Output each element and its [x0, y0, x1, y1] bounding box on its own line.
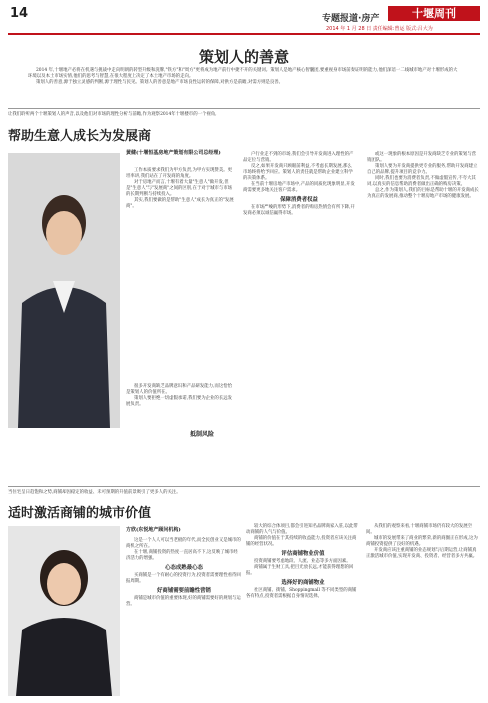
paragraph: 总之,作为策划人,我们的目标是帮助十堰的开发商成长为真正的发展商,推动整个十堰房地产市场的健康发展。 — [367, 188, 479, 199]
article1-caption: 抵制风险 — [190, 431, 215, 438]
paragraph: 工作本质要求我们为甲方负责,为甲方实现赞美。更坦率讲,我们站在了开发商的角度。 — [126, 168, 232, 179]
article1-author: 黄健(十堰恒基房地产策划有限公司总经理) — [126, 150, 221, 156]
article1-byline — [126, 150, 234, 157]
masthead-logo: 十堰周刊 — [388, 6, 480, 21]
article2-subheading: 心态成熟最心态 — [165, 565, 203, 571]
page-number: 14 — [10, 6, 29, 21]
section-label: 专题报道·房产 — [322, 14, 380, 24]
article2-column-1 — [126, 538, 242, 608]
paragraph: 开发商应该注重商铺的业态规划与后期运营,让商铺真正激活城市价值,实现开发商、投资者、经营者多方共赢。 — [366, 548, 478, 559]
paragraph: 商铺是城市价值的重要体现,好的商铺需要好的规划与运营。 — [126, 596, 241, 607]
paragraph: 城市的发展带来了商业的繁荣,新的商圈正在形成,这为商铺投资提供了良好的机遇。 — [366, 536, 478, 547]
paragraph: 商铺的价值在于其持续的收益能力,投资者应该关注商铺的经营状况。 — [246, 536, 357, 547]
paragraph: 买商铺是一个有耐心的投资行为,投资者需要理性看待回报周期。 — [126, 573, 241, 584]
paragraph: 投资商铺要考虑地段、人流、业态等多方面因素。 — [254, 559, 351, 564]
paragraph: 或这一现象的根本原因是开发商缺乏专业的策划与营销团队。 — [367, 152, 476, 163]
paragraph: 社区商铺、街铺、Shoppingmall 等不同类型的商铺各有特点,投资者需根据自身情况选择。 — [246, 588, 357, 599]
paragraph: 很多开发商缺乏品牌意识和产品研发能力,而这恰恰是策划人的价值所在。 — [126, 384, 232, 395]
paragraph: 策划人要为开发商提供更专业的服务,帮助开发商建立自己的品牌,提升项目的竞争力。 — [367, 164, 478, 175]
article2-subheading: 选择好的商铺物业 — [281, 580, 325, 586]
article2-lead: 当住宅呈日趋饱和之势,商铺却因稳定的收益、未可预期的升值前景吸引了更多人的关注。 — [8, 490, 181, 495]
article1-column-1 — [126, 168, 234, 210]
paragraph: 在十堰,商铺投资的热度一直居高不下,这反映了城市经济活力的增强。 — [126, 550, 238, 561]
paragraph: 从我们的观察来看,十堰商铺市场仍有较大的发展空间。 — [366, 524, 472, 535]
paragraph: 在市场严峻的形势下,消费者的购房热情会有所下降,开发商必须以诚信赢得市场。 — [243, 205, 355, 216]
paragraph: 策划人要拒绝一切虚假承诺,我们要为企业的长远发展负责。 — [126, 396, 232, 407]
paragraph: 同时,我们也要为消费者负责,不做虚假宣传,不夸大其词,以真实的信息帮助消费者做出正确的购房决策。 — [367, 176, 476, 187]
intro-paragraph-1: 2014 年,十堰地产必将在机遇与挑战中走向明朗的转型升级和洗牌,"铁方"和"周方"更将成为地产前行中捷不开的关键词。策划人是地产核心智囊团,要重视身市场前奏证明的能力,他们深谙一二线城市地产对十堰形成的大环境以及本土市场实情,他们的思考与智慧,在很大程度上决定了本土地产市场的走向。 — [28, 68, 458, 79]
article1-subheading: 保障消费者权益 — [280, 197, 318, 203]
section-divider — [8, 486, 480, 487]
article2-title: 适时激活商铺的城市价值 — [8, 506, 152, 521]
paragraph: 其实,我们要做的是帮助"生意人"成长为真正的"发展商"。 — [126, 198, 234, 209]
header-divider — [8, 33, 480, 35]
paragraph: 户行业走不到的市场,我们会引导开发商进入理性的产品定位与营销。 — [243, 152, 354, 163]
article2-subheading: 好商铺需要前瞻性营销 — [157, 588, 211, 594]
article2-column-2 — [246, 524, 360, 600]
intro-text — [28, 68, 460, 86]
article2-portrait-photo — [8, 526, 120, 696]
paragraph: 反之,如果开发商只顾眼前利益,不考虑长期发展,那么市场终将给予回应。策划人的责任就是帮助企业建立科学的决策体系。 — [243, 164, 353, 181]
intro-paragraph-2: 策划人的善意,源于独立灵感的判断,源于理性与民见。策划人的善意是地产市场良性运转的保障,对供方是前瞻,对需方则是良善。 — [36, 80, 284, 85]
section-divider — [8, 108, 480, 109]
article1-column-3 — [367, 152, 480, 200]
paragraph: 较大的综合体项目,都会引进知名品牌商家入驻,以此带动商铺的人气与价值。 — [246, 524, 358, 535]
paragraph: 商铺属于生财工具,把目光放长远,才能获得理想的回报。 — [246, 565, 354, 576]
issue-date: 2014 年 1 月 28 日 责任编辑:曾运 版式:吕大为 — [326, 26, 433, 32]
article2-author: 方欣(东悦地产顾问机构) — [126, 527, 181, 533]
main-title: 策划人的善意 — [198, 48, 289, 66]
article1-title: 帮助生意人成长为发展商 — [8, 129, 152, 144]
article2-subheading: 评估商铺物业价值 — [281, 551, 325, 557]
article1-column-2 — [243, 152, 355, 217]
article1-lead: 让我们聆听两个十堰策划人的声音,以及他们对市场的理性分析与前瞻,作为观察2014年十堰楼市的一个视角, — [8, 112, 217, 117]
paragraph: 这是一个人人可以当老板的年代,而全民创业又是城市的商机之所在。 — [126, 538, 241, 549]
article2-column-3 — [366, 524, 480, 560]
article1-portrait-photo — [8, 153, 120, 428]
paragraph: 对于房地产而言,十堰有着大量"生意人"做开发,但是"生意人"与"发展商"之间的区别,在于对于城市与市场的长期判断与持续投入。 — [126, 180, 233, 197]
article1-column-1b — [126, 384, 234, 408]
paragraph: 在当前十堰房地产市场中,产品的同质化现象明显,开发商需要更多地关注客户需求。 — [243, 182, 355, 193]
